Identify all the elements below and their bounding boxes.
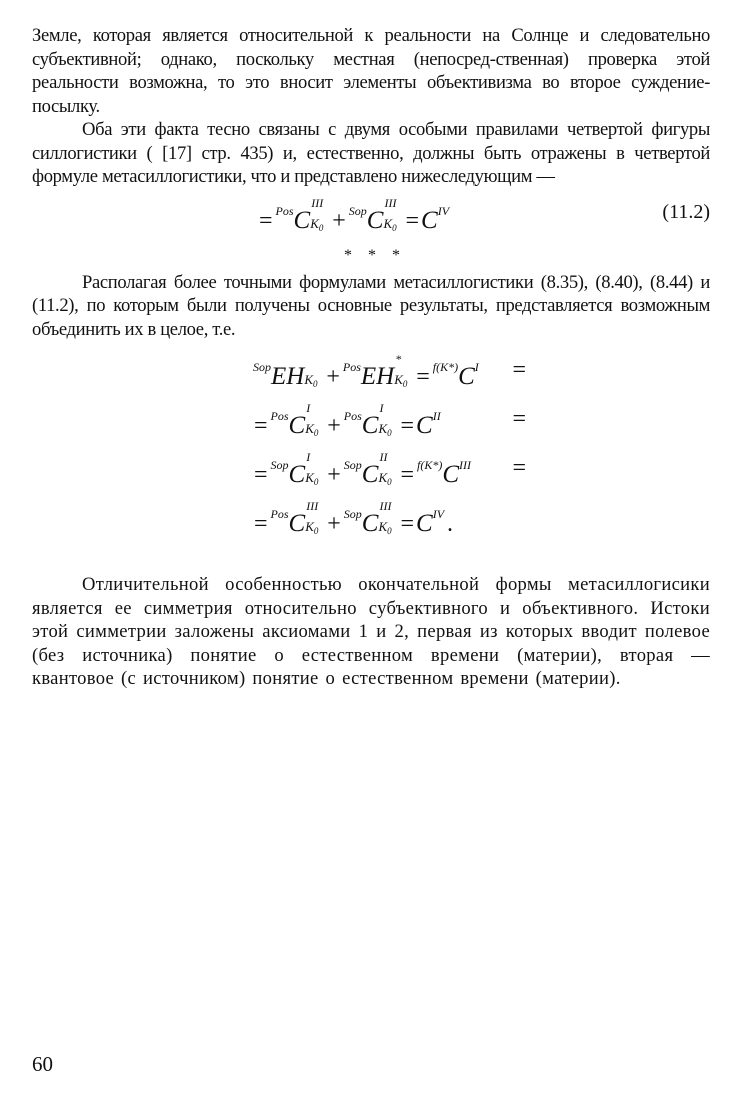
equation-row (252, 496, 532, 544)
subscript-letter: K (378, 519, 388, 534)
plus-sign: + (327, 462, 341, 488)
result-superscript: I (474, 360, 479, 374)
equation-row (252, 398, 532, 446)
term-base: C (361, 510, 379, 537)
term-subscript (305, 519, 319, 536)
equation-row-formula (252, 499, 455, 537)
term-base: C (293, 206, 311, 234)
subscript-index: 0 (392, 222, 397, 233)
equation-11-2 (32, 191, 710, 235)
equation-row (252, 349, 532, 397)
equals-sign: = (259, 207, 273, 234)
index-stack (310, 195, 330, 233)
subscript-letter: K (310, 215, 319, 231)
term-superscript: III (306, 499, 319, 513)
document-page (32, 24, 710, 691)
subscript-index: 0 (313, 477, 319, 487)
term-base: C (288, 510, 306, 537)
term-subscript (305, 421, 319, 438)
subscript-letter: K (394, 372, 403, 387)
term-subscript (378, 519, 392, 536)
equation-row (252, 447, 532, 495)
equals-sign: = (400, 413, 415, 439)
plus-sign: + (327, 413, 341, 439)
plus-sign: + (326, 364, 340, 390)
function-prefix: f(K*) (432, 360, 459, 374)
equals-sign: = (405, 207, 420, 234)
term-base: EH (360, 363, 395, 390)
result-base: C (458, 363, 475, 390)
subscript-letter: K (304, 372, 313, 387)
term-subscript (305, 470, 319, 487)
page-number: 60 (32, 1052, 53, 1076)
equation-system (32, 349, 710, 549)
prefix-superscript: Sop (348, 203, 367, 218)
trailing-equals: = (512, 357, 526, 383)
subscript-index: 0 (402, 379, 408, 389)
term-base: C (288, 461, 306, 488)
equation-row-formula (252, 401, 442, 439)
equals-sign: = (254, 413, 268, 439)
index-stack (305, 499, 325, 536)
equals-sign: = (254, 462, 268, 488)
term-superscript: I (306, 450, 311, 464)
index-stack (394, 352, 414, 389)
result-base: C (421, 206, 438, 234)
prefix-superscript: Pos (342, 360, 361, 374)
subscript-letter: K (383, 215, 393, 231)
paragraph-rules: Оба эти факта тесно связаны с двумя особыми правилами четвертой фигуры силлогистики ( [17] стр. 435) и, естественно, должны быть отражены в четвертой формуле метасиллогистики, что и представлено нижеследующим — (32, 119, 710, 187)
plus-sign: + (332, 207, 346, 234)
index-stack (378, 450, 398, 487)
term-superscript: I (379, 401, 384, 415)
prefix-superscript: Sop (343, 458, 362, 472)
term-base: C (366, 206, 384, 234)
subscript-letter: K (378, 421, 388, 436)
paragraph-continuation: Земле, которая является относительной к реальности на Солнце и следовательно субъективной; однако, поскольку местная (непосред-ственная) проверка этой реальности возможна, то это вносит элементы объективизма во второе суждение-посылку. (32, 25, 710, 117)
index-stack (378, 499, 398, 536)
function-prefix: f(K*) (417, 458, 443, 472)
equals-sign: = (254, 511, 268, 537)
term-subscript (310, 215, 324, 233)
trailing-equals: = (512, 406, 526, 432)
index-stack (305, 450, 325, 487)
term-subscript (394, 372, 408, 389)
subscript-index: 0 (387, 526, 392, 536)
term-superscript: III (379, 499, 392, 513)
equation-number: (11.2) (662, 200, 710, 223)
term-superscript: * (395, 352, 402, 366)
equation-row-formula (252, 352, 480, 390)
result-superscript: II (432, 409, 441, 423)
prefix-superscript: Sop (270, 458, 289, 472)
term-superscript: I (306, 401, 311, 415)
index-stack (305, 401, 325, 438)
paragraph-symmetry: Отличительной особенностью окончательной формы метасиллогисики является ее симметрия относительно субъективного и объективного. Истоки этой симметрии заложены аксиомами 1 и 2, первая из которых вводит полевое (без источника) понятие о естественном времени (материи), вторая — квантовое (с источником) понятие о естественном времени (материи). (32, 574, 710, 689)
equals-sign: = (400, 462, 415, 488)
index-stack (304, 359, 324, 389)
term-superscript: III (311, 195, 324, 210)
result-superscript: III (459, 458, 472, 472)
subscript-index: 0 (387, 477, 392, 487)
prefix-superscript: Pos (343, 409, 362, 423)
term-base: C (361, 412, 379, 439)
result-base: C (442, 461, 460, 488)
equation-row-formula (252, 450, 472, 488)
section-separator: * * * (344, 246, 406, 264)
term-subscript (378, 470, 392, 487)
subscript-letter: K (305, 421, 314, 436)
equals-sign: = (400, 511, 415, 537)
term-superscript: II (379, 450, 388, 464)
result-base: C (416, 412, 433, 439)
subscript-index: 0 (313, 428, 319, 438)
index-stack (383, 195, 403, 233)
result-base: C (416, 510, 433, 537)
result-superscript: IV (432, 507, 445, 521)
term-subscript (383, 215, 397, 233)
result-superscript: IV (437, 203, 450, 218)
term-base: C (288, 412, 306, 439)
trailing-equals: = (512, 455, 526, 481)
prefix-superscript: Sop (343, 507, 362, 521)
prefix-superscript: Pos (270, 507, 289, 521)
term-subscript (304, 372, 318, 389)
subscript-letter: K (378, 470, 388, 485)
prefix-superscript: Pos (270, 409, 289, 423)
term-base: EH (271, 363, 305, 390)
subscript-letter: K (305, 470, 314, 485)
term-superscript: III (384, 195, 397, 210)
index-stack (378, 401, 398, 438)
plus-sign: + (327, 511, 341, 537)
term-subscript (378, 421, 392, 438)
equals-sign: = (416, 364, 430, 390)
prefix-superscript: Sop (253, 360, 271, 374)
subscript-index: 0 (318, 222, 324, 233)
term-base: C (361, 461, 379, 488)
equation-11-2-formula (257, 195, 450, 234)
subscript-index: 0 (313, 379, 318, 389)
prefix-superscript: Pos (275, 203, 294, 218)
period: . (447, 511, 454, 537)
subscript-index: 0 (313, 526, 319, 536)
subscript-index: 0 (387, 428, 392, 438)
subscript-letter: K (305, 519, 314, 534)
paragraph-unification: Располагая более точными формулами метасиллогистики (8.35), (8.40), (8.44) и (11.2), по которым были получены основные результаты, представляется возможным объединить их в целое, т.е. (32, 271, 710, 340)
